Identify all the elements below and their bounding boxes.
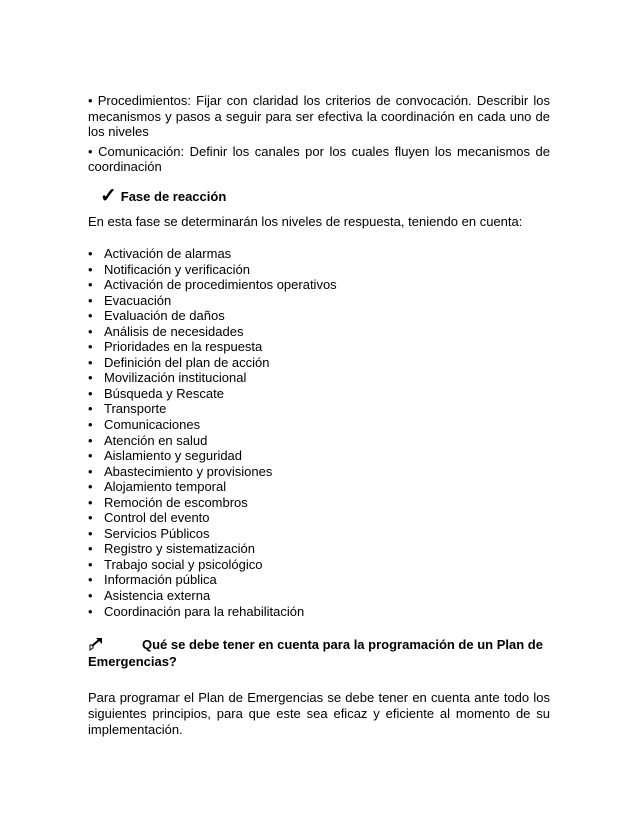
comunicacion-paragraph: • Comunicación: Definir los canales por los cuales fluyen los mecanismos de coordinación [88,143,550,174]
bullet-dot: • [88,463,93,479]
list-item [88,433,337,449]
question-heading [88,636,550,670]
list-item-text: Prioridades en la respuesta [104,339,263,355]
intro-block [88,93,550,179]
procedimientos-paragraph: • Procedimientos: Fijar con claridad los criterios de convocación. Describir los mecanismos y pasos a seguir para ser efectiva la coordinación en cada uno de los niveles [88,93,550,139]
bullet-dot: • [88,354,93,370]
list-item [88,277,337,293]
list-item [88,370,337,386]
section-title: Fase de reacción [120,188,227,204]
bullet-dot: • [88,556,93,572]
list-item [88,464,337,480]
list-item [88,262,337,278]
list-item-text: Abastecimiento y provisiones [104,463,273,479]
list-item [88,604,337,620]
list-item [88,541,337,557]
list-item-text: Activación de procedimientos operativos [104,277,337,293]
bullet-dot: • [88,246,93,261]
list-item [88,308,337,324]
section-heading [100,186,226,206]
list-item [88,324,337,340]
list-item-text: Alojamiento temporal [104,479,227,495]
list-item [88,572,337,588]
bullet-dot: • [88,494,93,510]
bullet-dot: • [88,448,93,464]
list-item [88,526,337,542]
list-item-text: Comunicaciones [104,417,201,433]
list-item [88,339,337,355]
bullet-list [88,246,337,619]
list-item-text: Movilización institucional [104,370,247,386]
list-item [88,557,337,573]
list-item-text: Servicios Públicos [104,525,210,541]
list-item [88,495,337,511]
list-item-text: Evaluación de daños [104,308,225,324]
list-item [88,448,337,464]
bullet-dot: • [88,541,93,557]
bullet-dot: • [88,370,93,386]
list-item-text: Asistencia externa [104,588,211,604]
list-item [88,417,337,433]
bullet-dot: • [88,417,93,433]
list-item [88,355,337,371]
list-item [88,401,337,417]
bullet-dot: • [88,323,93,339]
list-item-text: Notificación y verificación [104,261,250,277]
bullet-dot: • [88,432,93,448]
bullet-dot: • [88,401,93,417]
list-item-text: Información pública [104,572,217,588]
list-item-text: Búsqueda y Rescate [104,385,224,401]
list-item [88,293,337,309]
bullet-dot: • [88,277,93,293]
list-item-text: Aislamiento y seguridad [104,448,243,464]
list-item-text: Análisis de necesidades [104,323,244,339]
bullet-dot: • [88,339,93,355]
bullet-dot: • [88,603,93,619]
bullet-dot: • [88,385,93,401]
list-item-text: Definición del plan de acción [104,354,270,370]
checkmark-icon: ✓ [100,185,117,207]
list-item-text: Registro y sistematización [104,541,255,557]
question-text: Qué se debe tener en cuenta para la programación de un Plan de Emergencias? [88,637,543,669]
list-item-text: Trabajo social y psicológico [104,556,263,572]
list-item-text: Coordinación para la rehabilitación [104,603,305,619]
closing-paragraph: Para programar el Plan de Emergencias se debe tener en cuenta ante todo los siguientes principios, para que este sea eficaz y eficiente al momento de su implementación. [88,690,550,737]
bullet-dot: • [88,308,93,324]
list-item-text: Remoción de escombros [104,494,248,510]
list-item [88,386,337,402]
list-item-text: Atención en salud [104,432,208,448]
bullet-dot: • [88,588,93,604]
list-item [88,479,337,495]
bullet-dot: • [88,510,93,526]
list-item-text: Transporte [104,401,167,417]
bullet-dot: • [88,261,93,277]
list-item [88,510,337,526]
bullet-dot: • [88,572,93,588]
bullet-dot: • [88,479,93,495]
list-item-text: Control del evento [104,510,210,526]
bullet-dot: • [88,525,93,541]
list-item [88,246,337,262]
list-item [88,588,337,604]
list-item-text: Evacuación [104,292,172,308]
bullet-dot: • [88,292,93,308]
section-lead: En esta fase se determinarán los niveles de respuesta, teniendo en cuenta: [88,214,523,229]
list-item-text: Activación de alarmas [104,246,232,261]
arrow-pointer-icon [88,637,104,651]
